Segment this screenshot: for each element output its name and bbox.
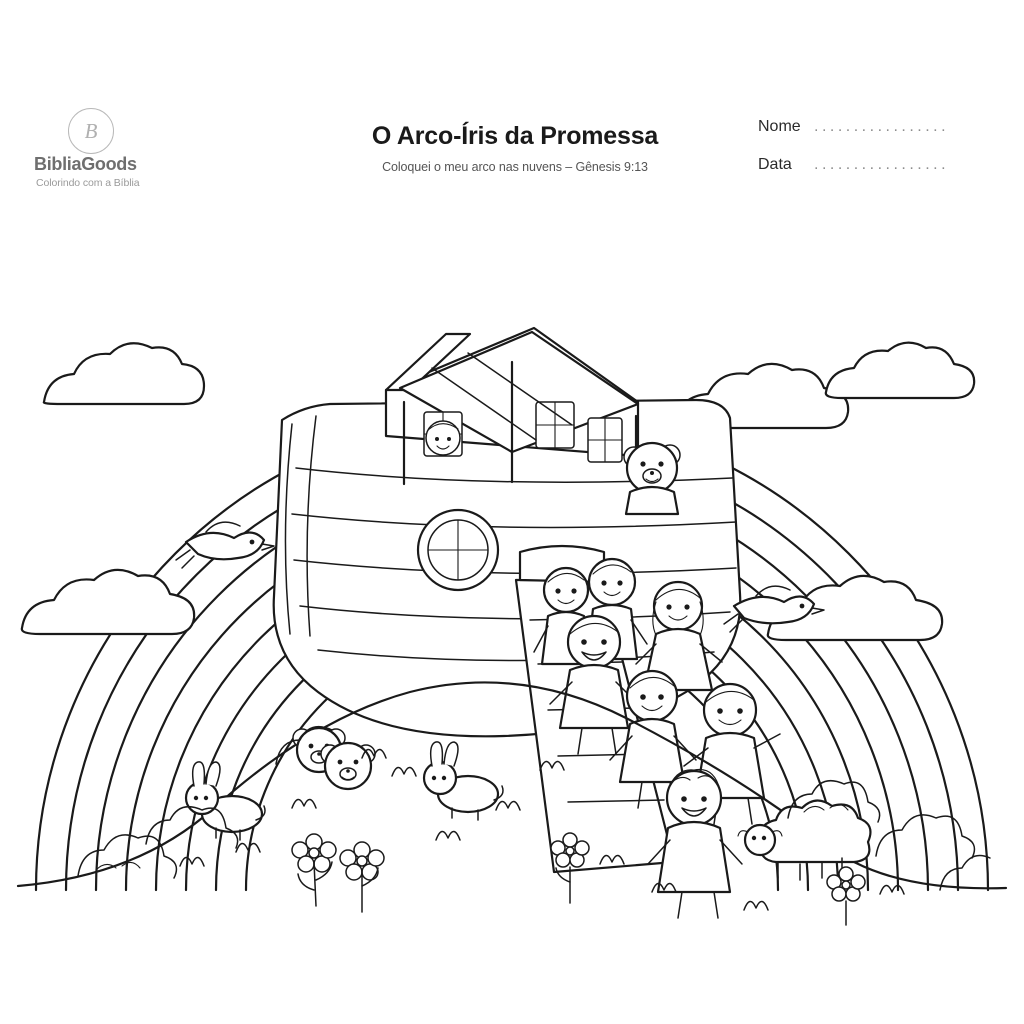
name-field-line[interactable]: .................: [814, 118, 950, 135]
flower: [827, 867, 865, 925]
porthole-window: [418, 510, 498, 590]
cloud-top-left: [44, 343, 204, 404]
flower: [292, 834, 336, 906]
rabbit: [424, 742, 503, 820]
date-field-line[interactable]: .................: [814, 156, 950, 173]
bear-cub-on-deck: [624, 443, 680, 514]
artwork-noahs-ark-rainbow: [0, 150, 1024, 1024]
page-subtitle: Coloquei o meu arco nas nuvens – Gênesis 9:13: [382, 160, 648, 174]
brand-name: BibliaGoods: [34, 154, 137, 174]
field-row-name: [758, 118, 988, 136]
bird-flying-left: [176, 522, 274, 568]
flower: [340, 842, 384, 912]
date-field-label: Data: [758, 156, 792, 173]
page-title: O Arco-Íris da Promessa: [371, 122, 659, 150]
child-in-window: [426, 421, 460, 455]
circle-b-logo-icon: [68, 108, 114, 154]
name-field-label: Nome: [758, 118, 801, 135]
logo-glyph: B: [84, 118, 98, 143]
cloud-right-upper: [826, 343, 974, 398]
brand-tagline: Colorindo com a Bíblia: [36, 177, 140, 189]
bush: [940, 856, 990, 890]
cloud-bottom-left: [22, 570, 194, 634]
